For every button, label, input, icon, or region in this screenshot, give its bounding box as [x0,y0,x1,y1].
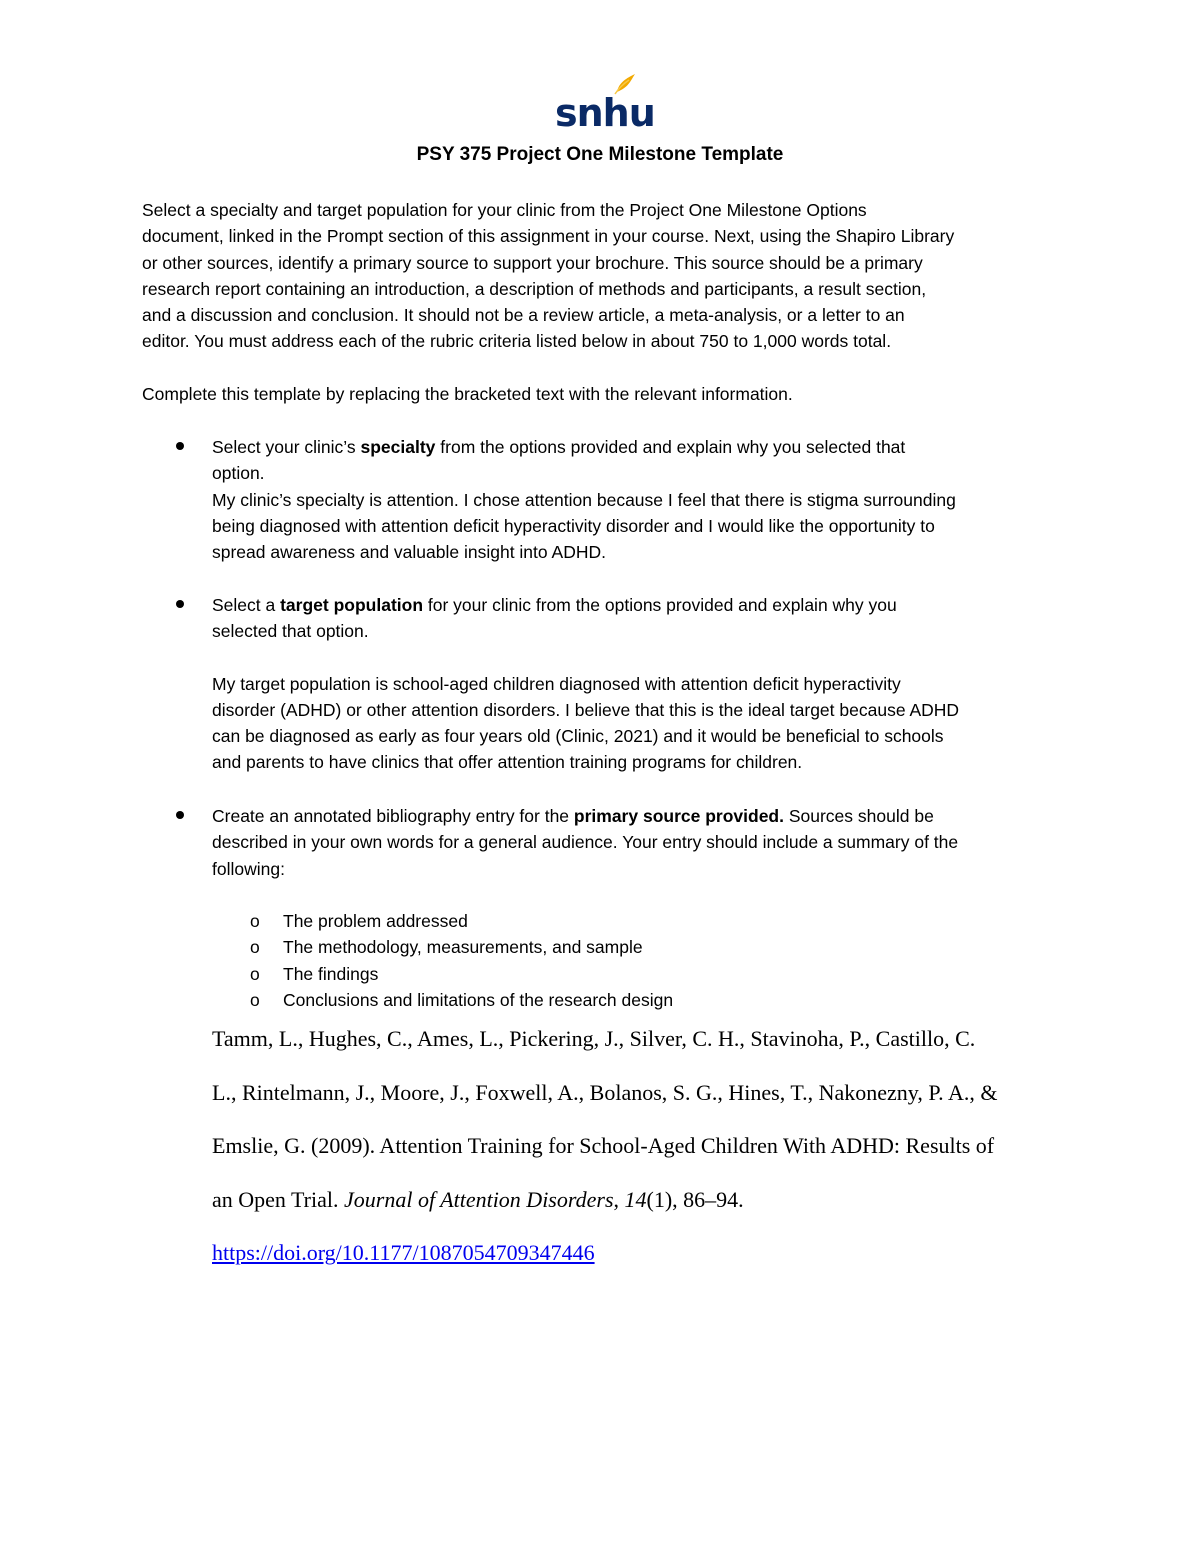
answer-line: can be diagnosed as early as four years old (Clinic, 2021) and it would be beneficial to schools [212,726,944,747]
summary-sublist [250,908,1050,1013]
list-item [250,934,1050,960]
prompt-text: Select your clinic’s [212,437,361,457]
bullet-prompt [212,434,1062,460]
prompt-bold: target population [280,595,424,615]
bullet-bibliography [212,803,1062,882]
bullet-prompt-line: option. [212,463,265,484]
bullet-marker [176,442,184,450]
prompt-text: Select a [212,595,281,615]
logo-wordmark: snhu [555,91,655,135]
prompt-text: Sources should be [783,806,934,826]
bullet-specialty [212,434,1062,565]
answer-line: spread awareness and valuable insight into ADHD. [212,542,606,563]
bullet-marker [176,811,184,819]
citation-issue-pages: (1), 86–94. [646,1186,744,1212]
intro-line: research report containing an introduction, a description of methods and participants, a result section, [142,278,927,299]
list-item-text: The findings [283,963,379,984]
bullet-prompt-line: described in your own words for a general audience. Your entry should include a summary of the [212,832,959,853]
citation-line: Emslie, G. (2009). Attention Training for School-Aged Children With ADHD: Results of [212,1133,995,1158]
doi-link[interactable]: https://doi.org/10.1177/1087054709347446 [212,1240,595,1265]
list-item-text: The problem addressed [283,911,468,931]
bullet-prompt [212,592,1062,618]
sub-bullet-marker: o [250,989,260,1010]
intro-line: or other sources, identify a primary source to support your brochure. This source should be a primary [142,252,923,273]
bullet-prompt [212,803,1062,829]
journal-volume: 14 [624,1186,647,1212]
bullet-marker [176,600,184,608]
apa-citation [212,1012,1072,1280]
answer-line: being diagnosed with attention deficit hyperactivity disorder and I would like the opportunity to [212,515,935,536]
citation-line [212,1173,1072,1227]
intro-line: Select a specialty and target population for your clinic from the Project One Milestone Options [142,200,867,220]
prompt-text: from the options provided and explain why you selected that [435,437,906,457]
list-item [250,908,1050,934]
answer-line: My clinic’s specialty is attention. I chose attention because I feel that there is stigma surrounding [212,489,956,510]
sub-bullet-marker: o [250,911,260,931]
sub-bullet-marker: o [250,963,260,984]
list-item [250,987,1050,1013]
journal-title: Journal of Attention Disorders [344,1186,614,1212]
list-item-text: The methodology, measurements, and sample [283,937,643,958]
answer-line: My target population is school-aged children diagnosed with attention deficit hyperactivity [212,673,901,694]
bullet-population [212,592,1062,776]
citation-sep: , [613,1186,625,1212]
list-item [250,961,1050,987]
intro-paragraph [142,197,1062,355]
prompt-text: Create an annotated bibliography entry for the [212,806,574,826]
bullet-prompt-line: following: [212,858,285,879]
intro-line: and a discussion and conclusion. It should not be a review article, a meta-analysis, or a letter to an [142,305,905,326]
answer-line: disorder (ADHD) or other attention disorders. I believe that this is the ideal target because ADHD [212,699,960,720]
citation-line: Tamm, L., Hughes, C., Ames, L., Pickering, J., Silver, C. H., Stavinoha, P., Castillo, C. [212,1026,976,1051]
intro-line: editor. You must address each of the rubric criteria listed below in about 750 to 1,000 words total. [142,331,892,352]
prompt-text: for your clinic from the options provided and explain why you [423,595,897,615]
citation-line [212,1226,1072,1280]
intro-line: document, linked in the Prompt section of this assignment in your course. Next, using the Shapiro Library [142,226,955,247]
citation-text: an Open Trial. [212,1186,344,1212]
prompt-bold: specialty [360,437,436,457]
bullet-prompt-line: selected that option. [212,621,369,642]
answer-line: and parents to have clinics that offer attention training programs for children. [212,752,803,773]
instructions-paragraph: Complete this template by replacing the bracketed text with the relevant information. [142,384,793,404]
page-title: PSY 375 Project One Milestone Template [416,144,784,165]
citation-line: L., Rintelmann, J., Moore, J., Foxwell, A., Bolanos, S. G., Hines, T., Nakonezny, P. A., & [212,1079,998,1105]
snhu-logo [555,72,655,135]
list-item-text: Conclusions and limitations of the research design [283,989,674,1010]
sub-bullet-marker: o [250,937,260,958]
prompt-bold: primary source provided. [573,806,784,826]
